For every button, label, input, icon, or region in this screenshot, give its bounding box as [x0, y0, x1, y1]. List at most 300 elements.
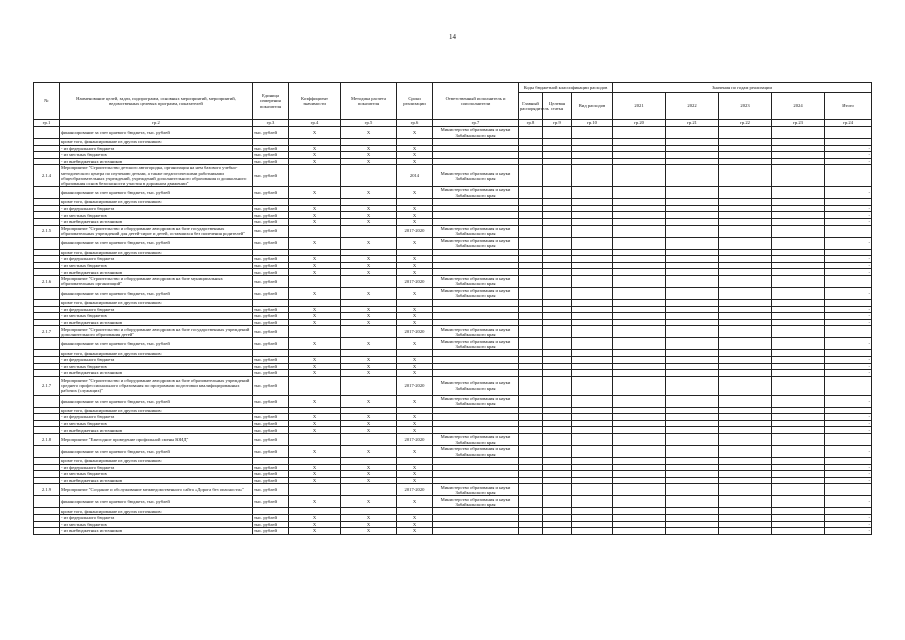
row-empty-cell — [666, 287, 719, 299]
row-method — [341, 508, 397, 515]
row-empty-cell — [613, 249, 666, 256]
row-empty-cell — [772, 496, 825, 508]
row-empty-cell — [613, 165, 666, 187]
row-empty-cell — [572, 299, 613, 306]
row-empty-cell — [719, 376, 772, 395]
table-row — [34, 205, 872, 212]
row-responsible — [433, 350, 519, 357]
row-empty-cell — [543, 319, 572, 326]
row-responsible — [433, 528, 519, 535]
row-empty-cell — [719, 319, 772, 326]
row-empty-cell — [572, 434, 613, 446]
row-responsible: Министерство образования и науки Забайкальского края — [433, 165, 519, 187]
row-total: - — [825, 319, 872, 326]
row-unit: тыс. рублей — [253, 395, 289, 407]
row-term: X — [397, 205, 433, 212]
row-term: X — [397, 287, 433, 299]
row-empty-cell — [572, 464, 613, 471]
row-empty-cell — [543, 338, 572, 350]
row-number: 2.1.7 — [34, 376, 60, 395]
row-unit: тыс. рублей — [253, 528, 289, 535]
table-row — [34, 471, 872, 478]
row-term: X — [397, 158, 433, 165]
row-unit: тыс. рублей — [253, 145, 289, 152]
row-name: финансирование за счет краевого бюджета, тыс. рублей — [60, 287, 253, 299]
row-empty-cell — [519, 269, 543, 276]
row-number — [34, 145, 60, 152]
row-empty-cell — [613, 414, 666, 421]
row-responsible — [433, 158, 519, 165]
row-number — [34, 458, 60, 465]
row-coef: X — [289, 521, 341, 528]
row-name: финансирование за счет краевого бюджета, тыс. рублей — [60, 496, 253, 508]
row-unit: тыс. рублей — [253, 269, 289, 276]
row-method: X — [341, 477, 397, 484]
row-responsible: Министерство образования и науки Забайкальского края — [433, 225, 519, 237]
row-name: кроме того, финансирование из других источников: — [60, 299, 253, 306]
row-coef: X — [289, 319, 341, 326]
row-total: - — [825, 287, 872, 299]
row-empty-cell — [772, 521, 825, 528]
row-total — [825, 249, 872, 256]
column-number: гр.4 — [289, 120, 341, 127]
row-coef: X — [289, 395, 341, 407]
row-empty-cell — [572, 218, 613, 225]
row-empty-cell — [772, 356, 825, 363]
row-term — [397, 139, 433, 146]
row-total — [825, 225, 872, 237]
row-empty-cell — [719, 356, 772, 363]
row-empty-cell — [666, 521, 719, 528]
row-empty-cell — [572, 319, 613, 326]
row-empty-cell — [613, 420, 666, 427]
row-empty-cell — [519, 152, 543, 159]
row-coef — [289, 225, 341, 237]
row-responsible — [433, 458, 519, 465]
row-name: кроме того, финансирование из других источников: — [60, 139, 253, 146]
row-total: - — [825, 427, 872, 434]
row-term: X — [397, 127, 433, 139]
row-empty-cell — [572, 515, 613, 522]
row-empty-cell — [572, 338, 613, 350]
row-empty-cell — [772, 471, 825, 478]
row-method: X — [341, 287, 397, 299]
row-number — [34, 313, 60, 320]
row-unit: тыс. рублей — [253, 477, 289, 484]
row-method: X — [341, 464, 397, 471]
row-total: - — [825, 187, 872, 199]
row-coef — [289, 199, 341, 206]
row-empty-cell — [613, 319, 666, 326]
row-method: X — [341, 237, 397, 249]
row-term: X — [397, 338, 433, 350]
row-empty-cell — [519, 165, 543, 187]
row-empty-cell — [519, 299, 543, 306]
row-coef: X — [289, 306, 341, 313]
row-responsible — [433, 508, 519, 515]
row-empty-cell — [519, 187, 543, 199]
hdr-budget-group: Коды бюджетной классификации расходов — [519, 83, 613, 93]
row-responsible — [433, 218, 519, 225]
row-name: кроме того, финансирование из других источников: — [60, 458, 253, 465]
row-total: - — [825, 370, 872, 377]
row-empty-cell — [772, 350, 825, 357]
row-empty-cell — [572, 521, 613, 528]
row-empty-cell — [719, 434, 772, 446]
row-empty-cell — [543, 521, 572, 528]
row-empty-cell — [719, 205, 772, 212]
row-empty-cell — [543, 414, 572, 421]
row-total — [825, 484, 872, 496]
row-empty-cell — [772, 319, 825, 326]
row-number — [34, 262, 60, 269]
row-empty-cell — [772, 299, 825, 306]
row-empty-cell — [519, 319, 543, 326]
row-empty-cell — [666, 152, 719, 159]
row-empty-cell — [572, 269, 613, 276]
column-number: гр.5 — [341, 120, 397, 127]
row-unit: тыс. рублей — [253, 363, 289, 370]
row-term: X — [397, 477, 433, 484]
row-method: X — [341, 420, 397, 427]
row-total: - — [825, 256, 872, 263]
row-empty-cell — [772, 313, 825, 320]
row-empty-cell — [543, 370, 572, 377]
row-term — [397, 508, 433, 515]
row-empty-cell — [613, 484, 666, 496]
row-empty-cell — [543, 420, 572, 427]
row-empty-cell — [772, 477, 825, 484]
table-row — [34, 256, 872, 263]
row-empty-cell — [772, 420, 825, 427]
row-method — [341, 434, 397, 446]
row-coef: X — [289, 152, 341, 159]
row-empty-cell — [572, 484, 613, 496]
row-empty-cell — [543, 484, 572, 496]
table-row — [34, 262, 872, 269]
row-empty-cell — [519, 237, 543, 249]
row-term: X — [397, 187, 433, 199]
column-number: гр.2 — [60, 120, 253, 127]
row-method: X — [341, 212, 397, 219]
row-empty-cell — [613, 145, 666, 152]
row-empty-cell — [613, 139, 666, 146]
row-empty-cell — [613, 205, 666, 212]
row-empty-cell — [519, 427, 543, 434]
row-empty-cell — [719, 187, 772, 199]
row-coef — [289, 326, 341, 338]
row-number — [34, 477, 60, 484]
row-total: - — [825, 158, 872, 165]
table-row — [34, 313, 872, 320]
row-empty-cell — [572, 370, 613, 377]
row-number — [34, 350, 60, 357]
row-number: 2.1.8 — [34, 434, 60, 446]
row-name: Мероприятие "Строительство и оборудование автодромов на базе государственных учреждений дополнительного образования детей" — [60, 326, 253, 338]
hdr-name: Наименование целей, задач, подпрограмм, основных мероприятий, мероприятий, ведомственных целевых программ, показателей — [60, 83, 253, 120]
table-row — [34, 319, 872, 326]
row-empty-cell — [666, 313, 719, 320]
row-method: X — [341, 446, 397, 458]
row-name: - из федерального бюджета — [60, 145, 253, 152]
row-empty-cell — [719, 249, 772, 256]
row-total: - — [825, 338, 872, 350]
row-empty-cell — [772, 145, 825, 152]
row-empty-cell — [719, 313, 772, 320]
row-empty-cell — [719, 262, 772, 269]
table-row — [34, 199, 872, 206]
table-row — [34, 521, 872, 528]
row-empty-cell — [772, 199, 825, 206]
table-row — [34, 356, 872, 363]
row-empty-cell — [772, 139, 825, 146]
row-number — [34, 370, 60, 377]
table-row — [34, 350, 872, 357]
row-empty-cell — [613, 521, 666, 528]
row-method: X — [341, 187, 397, 199]
row-total: - — [825, 521, 872, 528]
row-term: 2017-2020 — [397, 434, 433, 446]
row-empty-cell — [519, 212, 543, 219]
row-number — [34, 306, 60, 313]
row-empty-cell — [543, 199, 572, 206]
row-coef: X — [289, 212, 341, 219]
row-empty-cell — [772, 127, 825, 139]
row-name: - из федерального бюджета — [60, 256, 253, 263]
column-number: гр.1 — [34, 120, 60, 127]
table-row — [34, 515, 872, 522]
row-empty-cell — [519, 326, 543, 338]
row-total: - — [825, 313, 872, 320]
row-number — [34, 158, 60, 165]
row-empty-cell — [543, 269, 572, 276]
row-empty-cell — [666, 434, 719, 446]
row-responsible: Министерство образования и науки Забайкальского края — [433, 287, 519, 299]
row-total: - — [825, 218, 872, 225]
row-term — [397, 350, 433, 357]
row-empty-cell — [613, 427, 666, 434]
row-empty-cell — [519, 515, 543, 522]
row-empty-cell — [666, 496, 719, 508]
row-empty-cell — [572, 326, 613, 338]
row-name: - из федерального бюджета — [60, 515, 253, 522]
row-empty-cell — [572, 458, 613, 465]
row-number: 2.1.9 — [34, 484, 60, 496]
row-name: - из местных бюджетов — [60, 363, 253, 370]
row-empty-cell — [719, 306, 772, 313]
row-name: Мероприятие "Создание и обслуживание межведомственного сайта «Дорога без опасности»" — [60, 484, 253, 496]
row-unit: тыс. рублей — [253, 496, 289, 508]
row-empty-cell — [543, 139, 572, 146]
row-name: - из местных бюджетов — [60, 471, 253, 478]
hdr-num: № — [34, 83, 60, 120]
hdr-values-group: Значения по годам реализации — [613, 83, 872, 93]
row-empty-cell — [543, 249, 572, 256]
row-empty-cell — [666, 528, 719, 535]
table-row — [34, 127, 872, 139]
row-responsible — [433, 313, 519, 320]
row-coef: X — [289, 370, 341, 377]
row-total — [825, 434, 872, 446]
row-number — [34, 199, 60, 206]
table-row — [34, 395, 872, 407]
row-empty-cell — [572, 471, 613, 478]
row-empty-cell — [613, 471, 666, 478]
row-responsible — [433, 407, 519, 414]
row-empty-cell — [772, 484, 825, 496]
row-empty-cell — [772, 306, 825, 313]
row-empty-cell — [719, 127, 772, 139]
row-total — [825, 139, 872, 146]
row-method — [341, 165, 397, 187]
table-row — [34, 306, 872, 313]
row-coef: X — [289, 218, 341, 225]
row-method: X — [341, 205, 397, 212]
table-row — [34, 326, 872, 338]
row-total: - — [825, 395, 872, 407]
table-row — [34, 414, 872, 421]
table-row — [34, 287, 872, 299]
column-number: гр.21 — [666, 120, 719, 127]
row-empty-cell — [543, 127, 572, 139]
row-responsible — [433, 319, 519, 326]
row-empty-cell — [719, 199, 772, 206]
row-empty-cell — [519, 249, 543, 256]
row-name: - из внебюджетных источников — [60, 528, 253, 535]
row-term: X — [397, 363, 433, 370]
row-responsible — [433, 205, 519, 212]
row-empty-cell — [543, 275, 572, 287]
row-empty-cell — [613, 515, 666, 522]
row-total — [825, 376, 872, 395]
row-term — [397, 299, 433, 306]
row-empty-cell — [772, 508, 825, 515]
row-unit — [253, 249, 289, 256]
row-term — [397, 407, 433, 414]
column-number: гр.22 — [719, 120, 772, 127]
row-empty-cell — [613, 363, 666, 370]
row-empty-cell — [772, 376, 825, 395]
table-row — [34, 249, 872, 256]
row-total: - — [825, 363, 872, 370]
row-empty-cell — [613, 528, 666, 535]
row-empty-cell — [772, 287, 825, 299]
row-number — [34, 528, 60, 535]
row-empty-cell — [519, 145, 543, 152]
row-unit — [253, 350, 289, 357]
row-unit: тыс. рублей — [253, 515, 289, 522]
row-empty-cell — [666, 256, 719, 263]
row-term — [397, 249, 433, 256]
column-number: гр.23 — [772, 120, 825, 127]
hdr-gr-bud: Главный распорядитель — [519, 93, 543, 120]
row-empty-cell — [719, 363, 772, 370]
row-coef — [289, 299, 341, 306]
row-method — [341, 376, 397, 395]
program-table — [33, 82, 872, 535]
row-method: X — [341, 521, 397, 528]
row-empty-cell — [572, 420, 613, 427]
row-unit: тыс. рублей — [253, 152, 289, 159]
row-empty-cell — [666, 427, 719, 434]
row-number — [34, 427, 60, 434]
row-empty-cell — [519, 262, 543, 269]
row-empty-cell — [519, 363, 543, 370]
row-responsible: Министерство образования и науки Забайкальского края — [433, 237, 519, 249]
row-empty-cell — [719, 477, 772, 484]
row-empty-cell — [613, 299, 666, 306]
row-empty-cell — [613, 225, 666, 237]
row-name: Мероприятие "Строительство детского автогородка, организация на нем базового учебно-методического центра по изучению детьми, а также педагогическими работниками общеобразовательных учреждений, учреждений дополнительного образования и дошкольного образования основ безопасности участия в дорожном движении" — [60, 165, 253, 187]
row-total: - — [825, 262, 872, 269]
row-empty-cell — [572, 395, 613, 407]
table-row — [34, 275, 872, 287]
row-coef — [289, 458, 341, 465]
row-name: - из внебюджетных источников — [60, 158, 253, 165]
row-responsible — [433, 427, 519, 434]
row-name: финансирование за счет краевого бюджета, тыс. рублей — [60, 338, 253, 350]
row-empty-cell — [572, 249, 613, 256]
row-method: X — [341, 363, 397, 370]
row-number — [34, 237, 60, 249]
row-name: - из местных бюджетов — [60, 212, 253, 219]
row-empty-cell — [572, 414, 613, 421]
column-number: гр.6 — [397, 120, 433, 127]
row-term — [397, 199, 433, 206]
row-empty-cell — [519, 376, 543, 395]
row-number — [34, 515, 60, 522]
row-responsible — [433, 262, 519, 269]
row-method: X — [341, 471, 397, 478]
row-empty-cell — [772, 434, 825, 446]
hdr-coef: Коэффициент значимости — [289, 83, 341, 120]
row-number — [34, 496, 60, 508]
row-total — [825, 508, 872, 515]
row-coef: X — [289, 496, 341, 508]
row-unit: тыс. рублей — [253, 287, 289, 299]
row-responsible — [433, 145, 519, 152]
row-empty-cell — [519, 434, 543, 446]
row-empty-cell — [519, 275, 543, 287]
row-unit: тыс. рублей — [253, 338, 289, 350]
row-empty-cell — [543, 218, 572, 225]
row-empty-cell — [719, 414, 772, 421]
row-method — [341, 225, 397, 237]
row-empty-cell — [719, 464, 772, 471]
row-empty-cell — [543, 299, 572, 306]
row-total — [825, 165, 872, 187]
row-responsible — [433, 363, 519, 370]
row-name: - из федерального бюджета — [60, 205, 253, 212]
row-number — [34, 256, 60, 263]
row-total — [825, 299, 872, 306]
row-term: X — [397, 218, 433, 225]
table-row — [34, 187, 872, 199]
row-empty-cell — [519, 356, 543, 363]
row-number — [34, 212, 60, 219]
row-total: - — [825, 496, 872, 508]
row-responsible — [433, 515, 519, 522]
row-number — [34, 464, 60, 471]
row-responsible: Министерство образования и науки Забайкальского края — [433, 127, 519, 139]
row-term: X — [397, 370, 433, 377]
row-coef — [289, 165, 341, 187]
row-responsible — [433, 139, 519, 146]
row-empty-cell — [666, 414, 719, 421]
row-responsible — [433, 420, 519, 427]
row-empty-cell — [572, 127, 613, 139]
row-empty-cell — [666, 338, 719, 350]
